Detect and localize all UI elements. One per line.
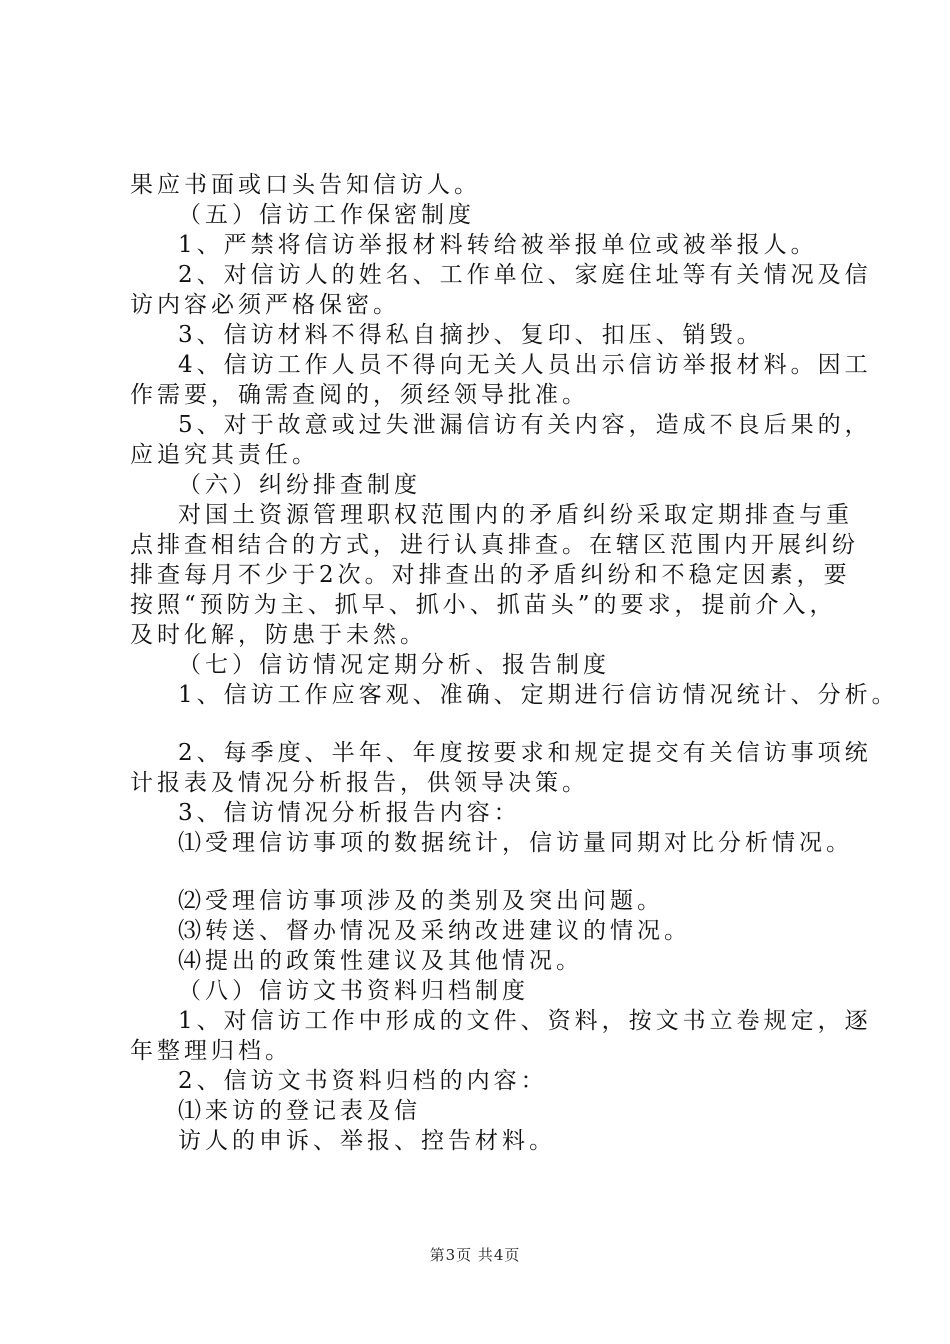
text-line: ⑴受理信访事项的数据统计，信访量同期对比分析情况。 xyxy=(178,830,853,856)
text-line: ⑶转送、督办情况及采纳改进建议的情况。 xyxy=(178,918,691,944)
text-line: 3、信访材料不得私自摘抄、复印、扣压、销毁。 xyxy=(178,322,764,348)
text-line: 访人的申诉、举报、控告材料。 xyxy=(178,1128,556,1154)
text-line: 2、每季度、半年、年度按要求和规定提交有关信访事项统 xyxy=(178,740,872,766)
text-line: 点排查相结合的方式，进行认真排查。在辖区范围内开展纠纷 xyxy=(130,532,859,558)
page-footer: 第3页 共4页 xyxy=(429,1246,521,1264)
text-line: 1、严禁将信访举报材料转给被举报单位或被举报人。 xyxy=(178,232,818,258)
text-line: 1、对信访工作中形成的文件、资料，按文书立卷规定，逐 xyxy=(178,1008,872,1034)
section-heading: （六）纠纷排查制度 xyxy=(178,472,421,498)
text-line: 计报表及情况分析报告，供领导决策。 xyxy=(130,770,589,796)
text-line: ⑴来访的登记表及信 xyxy=(178,1098,421,1124)
text-line: 4、信访工作人员不得向无关人员出示信访举报材料。因工 xyxy=(178,352,872,378)
text-line: 果应书面或口头告知信访人。 xyxy=(130,172,481,198)
text-line: ⑵受理信访事项涉及的类别及突出问题。 xyxy=(178,888,664,914)
text-line: 3、信访情况分析报告内容： xyxy=(178,800,521,826)
text-line: 2、信访文书资料归档的内容： xyxy=(178,1068,548,1094)
section-heading: （五）信访工作保密制度 xyxy=(178,202,475,228)
text-line: 及时化解，防患于未然。 xyxy=(130,622,427,648)
document-body xyxy=(0,170,950,1156)
text-line: 应追究其责任。 xyxy=(130,442,319,468)
section-heading: （七）信访情况定期分析、报告制度 xyxy=(178,652,610,678)
text-line: ⑷提出的政策性建议及其他情况。 xyxy=(178,948,583,974)
text-line: 排查每月不少于2次。对排查出的矛盾纠纷和不稳定因素，要 xyxy=(130,562,851,588)
text-line: 2、对信访人的姓名、工作单位、家庭住址等有关情况及信 xyxy=(178,262,872,288)
text-line: 按照“预防为主、抓早、抓小、抓苗头”的要求，提前介入， xyxy=(130,592,837,618)
text-line: 访内容必须严格保密。 xyxy=(130,292,400,318)
section-heading: （八）信访文书资料归档制度 xyxy=(178,978,529,1004)
text-line: 对国土资源管理职权范围内的矛盾纠纷采取定期排查与重 xyxy=(178,502,853,528)
text-line: 作需要，确需查阅的，须经领导批准。 xyxy=(130,382,589,408)
text-line: 5、对于故意或过失泄漏信访有关内容，造成不良后果的， xyxy=(178,412,872,438)
text-line: 1、信访工作应客观、准确、定期进行信访情况统计、分析。 xyxy=(178,682,899,708)
text-line: 年整理归档。 xyxy=(130,1038,292,1064)
